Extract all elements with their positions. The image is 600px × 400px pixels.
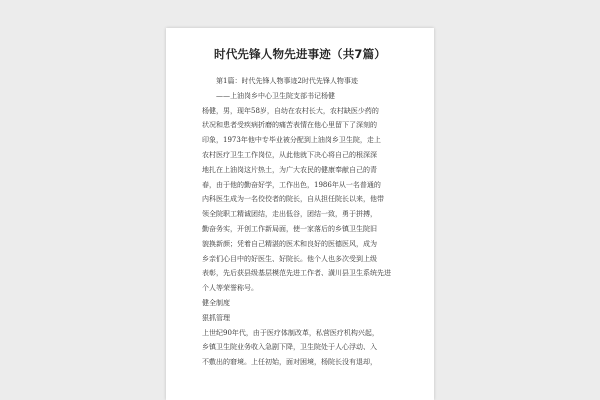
section-heading: 健全制度	[202, 298, 230, 307]
text-line: 春，由于他的勤奋好学，工作出色，1986年从一名普通的	[202, 180, 381, 189]
text-line: 印象，1973年他中专毕业被分配到上油岗乡卫生院，走上	[202, 136, 381, 145]
text-line: 状况和患者受疾病折磨的痛苦表情在他心里留下了深刻的	[202, 121, 377, 130]
text-line: 上世纪90年代，由于医疗体制改革，私营医疗机构兴起，	[202, 328, 379, 337]
document-title: 时代先锋人物先进事迹（共7篇）	[214, 47, 386, 61]
text-line: 领全院职工精诚团结，走出低谷，团结一致，勇于拼搏，	[202, 210, 377, 219]
text-line: 乡镇卫生院业务收入急剧下降，卫生院处于人心浮动、入	[202, 343, 377, 352]
text-line: 貌换新颜；凭着自己精湛的医术和良好的医德医风，成为	[202, 239, 377, 248]
text-line: 地扎在上油岗这片热土，为广大农民的健康奉献自己的青	[202, 165, 377, 174]
text-line: 勤奋务实，开创工作新局面，使一家落后的乡镇卫生院旧	[202, 224, 377, 233]
section-heading: 狠抓管理	[202, 313, 230, 322]
text-line: 乡亲们心目中的好医生、好院长。他个人也多次受到上级	[202, 254, 377, 263]
document-body	[202, 74, 402, 370]
text-line: 表彰，先后获县级基层模范先进工作者、潢川县卫生系统先进	[202, 269, 391, 278]
text-line: 农村医疗卫生工作岗位，从此他就下决心将自己的根深深	[202, 150, 377, 159]
text-line: 杨健，男，现年58岁，自幼在农村长大，农村缺医少药的	[202, 106, 379, 115]
text-line: ——上油岗乡中心卫生院支部书记杨健	[216, 91, 335, 100]
text-line: 第1篇：时代先锋人物事迹2时代先锋人物事迹	[216, 77, 358, 85]
text-line: 个人等荣誉称号。	[202, 284, 258, 293]
document-page	[166, 28, 434, 400]
text-line: 不敷出的窘境。上任初始，面对困境，杨院长没有退却，	[202, 358, 377, 367]
text-line: 内科医生成为一名佼佼者的院长，自从担任院长以来，他带	[202, 195, 384, 204]
